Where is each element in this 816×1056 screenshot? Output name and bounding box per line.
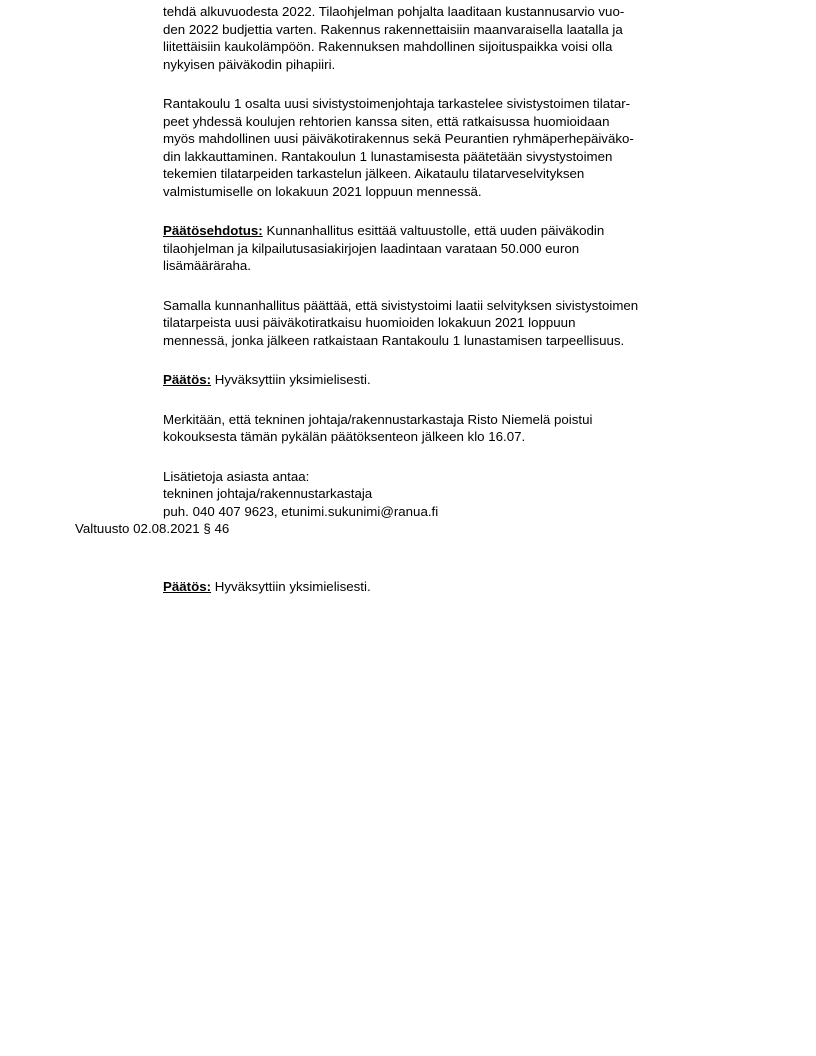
text-run: Kunnanhallitus esittää valtuustolle, että uuden päiväkodin	[262, 223, 605, 238]
text-line: lisämääräraha.	[163, 258, 251, 273]
paragraph-rantakoulu	[163, 95, 776, 200]
text-line: tekemien tilatarpeiden tarkastelun jälkeen. Aikataulu tilatarveselvityksen	[163, 166, 585, 181]
text-line: liitettäisiin kaukolämpöön. Rakennuksen mahdollinen sijoituspaikka voisi olla	[163, 39, 613, 54]
text-line: tilatarpeista uusi päiväkotiratkaisu huomioiden lokakuun 2021 loppuun	[163, 315, 576, 330]
text-line: din lakkauttaminen. Rantakoulun 1 lunastamisesta päätetään sivystystoimen	[163, 148, 613, 164]
text-line	[163, 222, 776, 240]
text-line: den 2022 budjettia varten. Rakennus rakennettaisiin maanvaraisella laatalla ja	[163, 21, 623, 37]
text-line: tilaohjelman ja kilpailutusasiakirjojen laadintaan varataan 50.000 euron	[163, 240, 580, 256]
text-line: Merkitään, että tekninen johtaja/rakennustarkastaja Risto Niemelä poistui	[163, 411, 593, 427]
decision-label: Päätös:	[163, 578, 212, 594]
text-line: Rantakoulu 1 osalta uusi sivistystoimenjohtaja tarkastelee sivistystoimen tilatar-	[163, 96, 631, 111]
paragraph-samalla	[163, 297, 776, 350]
text-line: peet yhdessä koulujen rehtorien kanssa siten, että ratkaisussa huomioidaan	[163, 113, 610, 129]
section-marker-valtuusto: Valtuusto 02.08.2021 § 46	[75, 521, 230, 536]
text-line: mennessä, jonka jälkeen ratkaistaan Rantakoulu 1 lunastamisen tarpeellisuus.	[163, 332, 625, 348]
text-line: tekninen johtaja/rakennustarkastaja	[163, 486, 373, 501]
text-line: kokouksesta tämän pykälän päätöksenteon jälkeen klo 16.07.	[163, 429, 526, 444]
paragraph-merkitaan	[163, 411, 776, 446]
paragraph-tilaohjelma	[163, 3, 776, 73]
paragraph-paatos	[163, 371, 776, 389]
decision-label: Päätös:	[163, 372, 212, 387]
text-run: Hyväksyttiin yksimielisesti.	[211, 372, 371, 387]
paragraph-final-paatos	[163, 578, 776, 596]
text-line: Lisätietoja asiasta antaa:	[163, 468, 310, 484]
text-line: Samalla kunnanhallitus päättää, että sivistystoimi laatii selvityksen sivistystoimen	[163, 297, 639, 313]
text-line: puh. 040 407 9623, etunimi.sukunimi@ranua.fi	[163, 503, 439, 519]
text-line: tehdä alkuvuodesta 2022. Tilaohjelman pohjalta laaditaan kustannusarvio vuo-	[163, 4, 625, 19]
text-line	[163, 578, 776, 596]
text-run: Hyväksyttiin yksimielisesti.	[211, 578, 371, 594]
text-line: myös mahdollinen uusi päiväkotirakennus sekä Peurantien ryhmäperhepäiväko-	[163, 131, 634, 146]
text-line: valmistumiselle on lokakuun 2021 loppuun mennessä.	[163, 183, 482, 199]
text-line	[163, 371, 776, 389]
decision-proposal-label: Päätösehdotus:	[163, 223, 263, 238]
text-line: nykyisen päiväkodin pihapiiri.	[163, 56, 336, 72]
paragraph-paatosehdotus	[163, 222, 776, 275]
paragraph-lisatietoja	[163, 468, 776, 521]
